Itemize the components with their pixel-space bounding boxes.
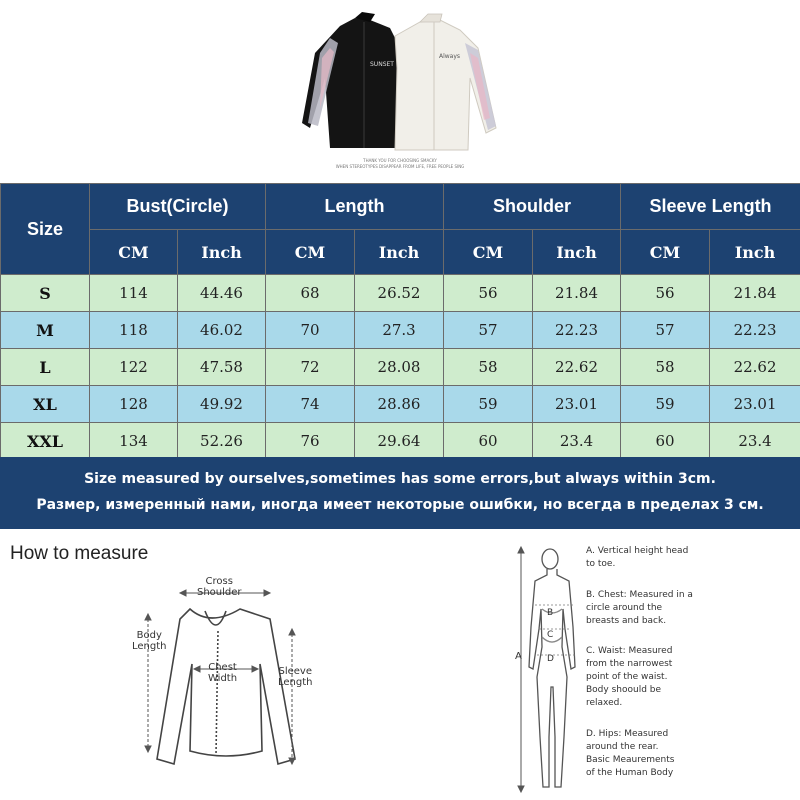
unit-header: Inch xyxy=(178,230,266,275)
unit-header: Inch xyxy=(710,230,800,275)
table-cell: 23.4 xyxy=(710,423,800,460)
note-english: Size measured by ourselves,sometimes has some errors,but always within 3cm. xyxy=(84,471,716,487)
table-row xyxy=(1,349,800,386)
table-cell: 114 xyxy=(90,275,178,312)
table-cell: 44.46 xyxy=(178,275,266,312)
table-cell: 46.02 xyxy=(178,312,266,349)
table-cell: 56 xyxy=(621,275,710,312)
white-jacket xyxy=(395,14,496,150)
unit-header: CM xyxy=(444,230,533,275)
table-cell: 57 xyxy=(444,312,533,349)
description-d: D. Hips: Measured around the rear. Basic Meaurements of the Human Body xyxy=(586,729,675,778)
marker-b: B xyxy=(547,608,554,618)
table-cell: 68 xyxy=(266,275,355,312)
table-cell: 128 xyxy=(90,386,178,423)
svg-text:SUNSET: SUNSET xyxy=(370,61,394,68)
table-unit-row xyxy=(1,230,800,275)
table-cell: 23.01 xyxy=(533,386,621,423)
table-cell: 58 xyxy=(444,349,533,386)
jackets-image xyxy=(300,8,500,158)
size-cell: M xyxy=(1,312,90,349)
size-cell: L xyxy=(1,349,90,386)
table-cell: 57 xyxy=(621,312,710,349)
header-shoulder: Shoulder xyxy=(444,184,621,230)
table-cell: 52.26 xyxy=(178,423,266,460)
marker-a: A xyxy=(515,651,522,662)
table-cell: 23.4 xyxy=(533,423,621,460)
unit-header: Inch xyxy=(355,230,444,275)
table-cell: 28.86 xyxy=(355,386,444,423)
header-size: Size xyxy=(1,184,90,275)
header-bust: Bust(Circle) xyxy=(90,184,266,230)
table-cell: 70 xyxy=(266,312,355,349)
description-b: B. Chest: Measured in a circle around the breasts and back. xyxy=(586,590,693,626)
guide-title: How to measure xyxy=(10,543,149,564)
size-cell: S xyxy=(1,275,90,312)
unit-header: CM xyxy=(90,230,178,275)
label-chest-width: Chest Width xyxy=(208,662,238,684)
size-chart-table xyxy=(0,183,800,460)
table-cell: 27.3 xyxy=(355,312,444,349)
unit-header: Inch xyxy=(533,230,621,275)
table-cell: 60 xyxy=(444,423,533,460)
description-a: A. Vertical height head to toe. xyxy=(586,546,689,569)
svg-text:Always: Always xyxy=(439,53,461,60)
table-cell: 22.23 xyxy=(710,312,800,349)
marker-d: D xyxy=(547,654,554,664)
table-cell: 74 xyxy=(266,386,355,423)
label-sleeve-length: Sleeve Length xyxy=(278,666,313,688)
table-row xyxy=(1,423,800,460)
table-cell: 22.62 xyxy=(533,349,621,386)
table-cell: 47.58 xyxy=(178,349,266,386)
table-cell: 122 xyxy=(90,349,178,386)
table-cell: 26.52 xyxy=(355,275,444,312)
measurement-notes xyxy=(0,457,800,529)
table-cell: 21.84 xyxy=(710,275,800,312)
label-body-length: Body Length xyxy=(132,630,167,652)
note-russian: Размер, измеренный нами, иногда имеет некоторые ошибки, но всегда в пределах 3 см. xyxy=(36,497,764,513)
table-cell: 60 xyxy=(621,423,710,460)
unit-header: CM xyxy=(621,230,710,275)
table-cell: 28.08 xyxy=(355,349,444,386)
marker-c: C xyxy=(547,630,554,640)
body-outline xyxy=(529,549,575,787)
table-cell: 22.23 xyxy=(533,312,621,349)
header-sleeve-length: Sleeve Length xyxy=(621,184,800,230)
description-c: C. Waist: Measured from the narrowest point of the waist. Body shoould be relaxed. xyxy=(586,646,673,708)
table-cell: 22.62 xyxy=(710,349,800,386)
product-image-area xyxy=(0,0,800,183)
header-length: Length xyxy=(266,184,444,230)
measure-guide xyxy=(0,529,800,800)
table-cell: 29.64 xyxy=(355,423,444,460)
table-cell: 59 xyxy=(444,386,533,423)
table-cell: 59 xyxy=(621,386,710,423)
table-cell: 56 xyxy=(444,275,533,312)
size-cell: XL xyxy=(1,386,90,423)
table-row xyxy=(1,312,800,349)
table-row xyxy=(1,386,800,423)
caption-line: THANK YOU FOR CHOOSING SMACKY xyxy=(363,158,437,163)
unit-header: CM xyxy=(266,230,355,275)
table-cell: 21.84 xyxy=(533,275,621,312)
table-header-row xyxy=(1,184,800,230)
table-cell: 23.01 xyxy=(710,386,800,423)
table-cell: 76 xyxy=(266,423,355,460)
black-jacket xyxy=(302,12,400,148)
garment-outline xyxy=(157,609,295,764)
table-cell: 118 xyxy=(90,312,178,349)
table-row xyxy=(1,275,800,312)
label-cross-shoulder: Cross Shoulder xyxy=(197,576,242,598)
product-caption xyxy=(0,158,800,170)
table-cell: 58 xyxy=(621,349,710,386)
table-cell: 49.92 xyxy=(178,386,266,423)
table-cell: 134 xyxy=(90,423,178,460)
height-arrow xyxy=(518,547,524,792)
caption-line: WHEN STEREOTYPES DISAPPEAR FROM LIFE, FREE PEOPLE SING xyxy=(335,164,465,169)
table-cell: 72 xyxy=(266,349,355,386)
size-cell: XXL xyxy=(1,423,90,460)
